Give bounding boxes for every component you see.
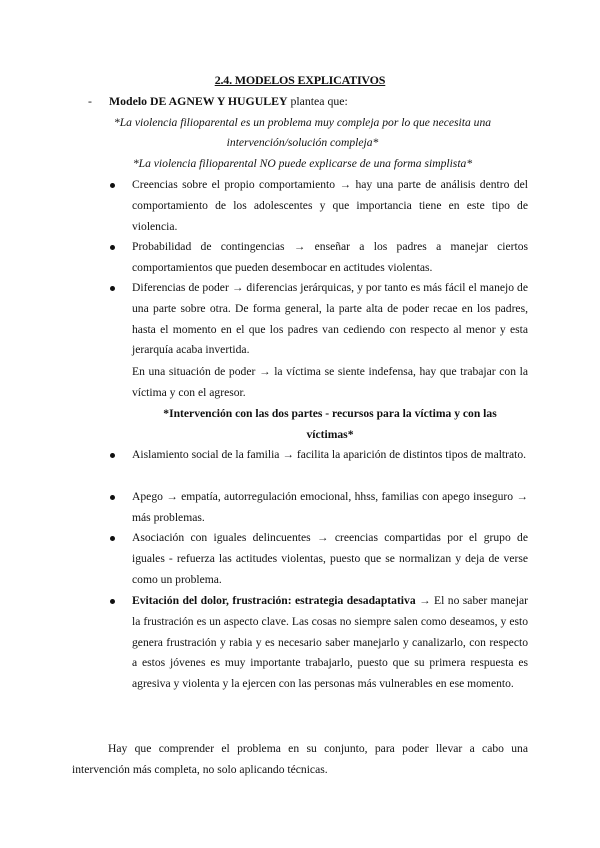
bullet-icon — [110, 495, 115, 500]
bullet-icon — [110, 245, 115, 250]
model-intro-text — [109, 94, 348, 109]
list-item-text: Aislamiento social de la familia → facilita la aparición de distintos tipos de maltrato. — [132, 448, 527, 461]
list-item-text: Diferencias de poder → diferencias jerárquicas, y por tanto es más fácil el manejo de una parte sobre otra. De forma general, la parte alta de poder recae en los padres, hasta el momento en el que los padres van cediendo con respecto al menor y esta jerarquía acaba invertida. — [132, 281, 528, 357]
list-item-text: Probabilidad de contingencias → enseñar a los padres a manejar ciertos comportamientos que pueden desembocar en actitudes violentas. — [132, 240, 528, 274]
bullet-icon — [110, 536, 115, 541]
bullet-icon — [110, 183, 115, 188]
bullet-icon — [110, 286, 115, 291]
power-paragraph: En una situación de poder → la víctima se siente indefensa, hay que trabajar con la víctima y con el agresor. — [132, 365, 528, 399]
italic-note-2: *La violencia filioparental NO puede explicarse de una forma simplista* — [132, 157, 473, 170]
bold-note: *Intervención con las dos partes - recursos para la víctima y con las víctimas* — [163, 407, 497, 441]
dash-marker: - — [88, 94, 92, 108]
list-item-text: Asociación con iguales delincuentes → creencias compartidas por el grupo de iguales - refuerza las actitudes violentas, puesto que se normalizan y deja de verse como un problema. — [132, 531, 528, 586]
italic-note-1: *La violencia filioparental es un problema muy compleja por lo que necesita una intervención/solución compleja* — [113, 116, 492, 149]
model-intro-rest: plantea que: — [287, 94, 348, 108]
bullet-icon — [110, 453, 115, 458]
section-title: 2.4. MODELOS EXPLICATIVOS — [214, 73, 386, 87]
list-item-text: Creencias sobre el propio comportamiento → hay una parte de análisis dentro del comportamiento de los adolescentes y que importancia tiene en este tipo de violencia. — [132, 178, 528, 233]
model-name: Modelo DE AGNEW Y HUGULEY — [109, 94, 288, 108]
closing-paragraph: Hay que comprender el problema en su conjunto, para poder llevar a cabo una intervención más completa, no solo aplicando técnicas. — [72, 742, 528, 776]
bullet-icon — [110, 599, 115, 604]
last-bullet-bold: Evitación del dolor, frustración: estrategia desadaptativa — [132, 594, 416, 607]
last-bullet-text: → El no saber manejar la frustración es un aspecto clave. Las cosas no siempre salen como deseamos, y esto genera frustración y rabia y es necesario saber manejarlo y canalizarlo, con respecto a estos jóvenes es muy importante trabajarlo, puesto que su primera respuesta es agresiva y violenta y la ejercen con las personas más vulnerables en ese momento. — [132, 594, 528, 691]
list-item-text: Apego → empatía, autorregulación emocional, hhss, familias con apego inseguro → más problemas. — [132, 490, 528, 524]
list-item-text — [132, 591, 528, 695]
